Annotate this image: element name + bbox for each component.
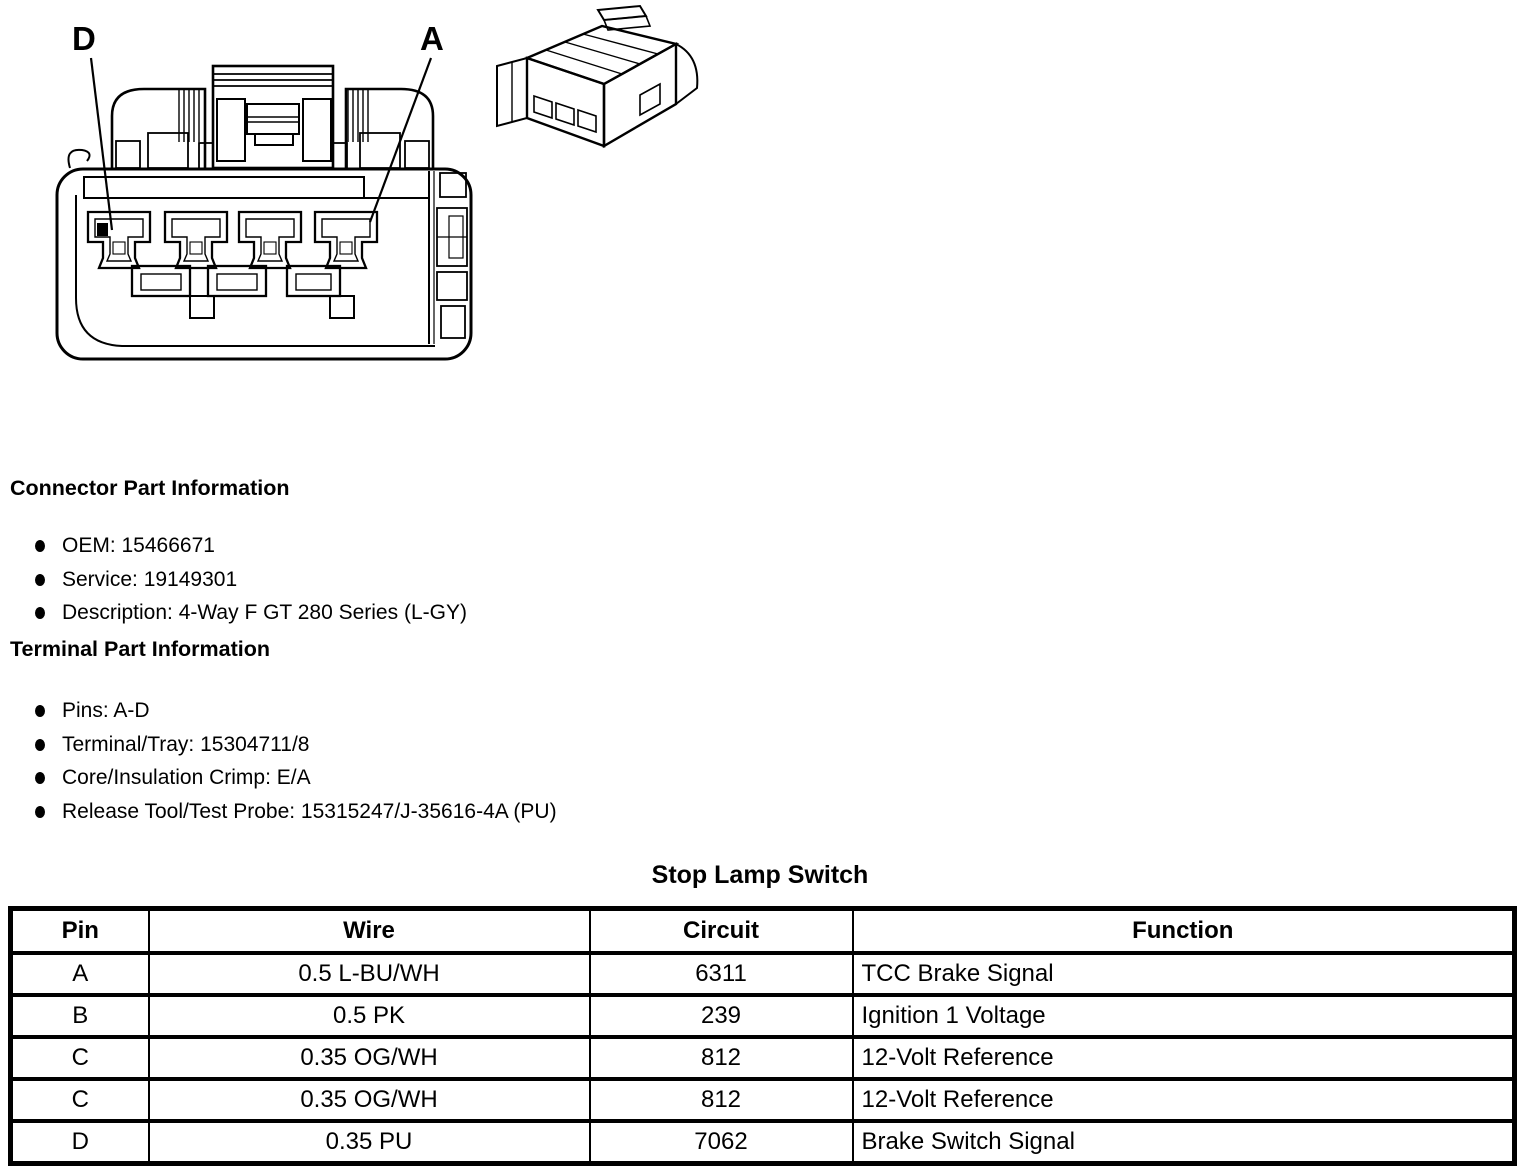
cell-function: 12-Volt Reference [853, 1037, 1515, 1079]
table-row [11, 1079, 1515, 1121]
cell-pin: A [11, 953, 149, 995]
cell-pin: B [11, 995, 149, 1037]
terminal-part-info-section [10, 636, 557, 828]
list-item-crimp: Core/Insulation Crimp: E/A [62, 761, 557, 795]
3d-body [527, 26, 697, 146]
cell-function: TCC Brake Signal [853, 953, 1515, 995]
lock-tab [213, 66, 333, 168]
connector-figure [0, 0, 760, 380]
cell-pin: D [11, 1121, 149, 1164]
column-header-function: Function [853, 909, 1515, 954]
pinout-table [8, 906, 1517, 1166]
table-row [11, 953, 1515, 995]
3d-terminal-cavities [534, 96, 596, 132]
table-header-row [11, 909, 1515, 954]
cell-wire: 0.35 PU [149, 1121, 590, 1164]
connector-part-info-list [10, 529, 467, 630]
table-title: Stop Lamp Switch [651, 861, 869, 889]
left-shoulder [112, 89, 213, 169]
terminal-slot-c2 [239, 212, 301, 268]
bottom-slots [132, 266, 354, 318]
connector-front-view [57, 20, 471, 359]
cell-wire: 0.35 OG/WH [149, 1079, 590, 1121]
column-header-wire: Wire [149, 909, 590, 954]
cell-wire: 0.5 PK [149, 995, 590, 1037]
cell-pin: C [11, 1037, 149, 1079]
cell-function: 12-Volt Reference [853, 1079, 1515, 1121]
terminal-slot-c1 [165, 212, 227, 268]
column-header-circuit: Circuit [590, 909, 853, 954]
cell-function: Ignition 1 Voltage [853, 995, 1515, 1037]
terminal-part-info-list [10, 694, 557, 828]
connector-part-info-heading: Connector Part Information [10, 476, 290, 500]
terminal-slot-a [315, 212, 377, 268]
list-item-terminal-tray: Terminal/Tray: 15304711/8 [62, 728, 557, 762]
table-row [11, 995, 1515, 1037]
terminal-slot-d [88, 212, 150, 268]
list-item-service: Service: 19149301 [62, 563, 467, 597]
pin-d-leader-line [91, 58, 112, 230]
table-row [11, 1037, 1515, 1079]
list-item-description: Description: 4-Way F GT 280 Series (L-GY) [62, 596, 467, 630]
right-side-detail [429, 171, 467, 344]
list-item-pins: Pins: A-D [62, 694, 557, 728]
cell-circuit: 812 [590, 1037, 853, 1079]
cell-wire: 0.35 OG/WH [149, 1037, 590, 1079]
list-item-release-tool: Release Tool/Test Probe: 15315247/J-35616-4A (PU) [62, 795, 557, 829]
cell-circuit: 812 [590, 1079, 853, 1121]
connector-part-info-section [10, 475, 467, 630]
right-shoulder [333, 89, 433, 169]
cell-function: Brake Switch Signal [853, 1121, 1515, 1164]
pin-d-label: D [72, 20, 96, 57]
3d-mount-flange [497, 58, 527, 126]
cell-circuit: 6311 [590, 953, 853, 995]
list-item-oem: OEM: 15466671 [62, 529, 467, 563]
column-header-pin: Pin [11, 909, 149, 954]
table-row [11, 1121, 1515, 1164]
connector-3d-view [497, 6, 697, 146]
terminal-part-info-heading: Terminal Part Information [10, 637, 271, 661]
cell-pin: C [11, 1079, 149, 1121]
cell-wire: 0.5 L-BU/WH [149, 953, 590, 995]
pin-a-label: A [420, 20, 444, 57]
cell-circuit: 7062 [590, 1121, 853, 1164]
cell-circuit: 239 [590, 995, 853, 1037]
